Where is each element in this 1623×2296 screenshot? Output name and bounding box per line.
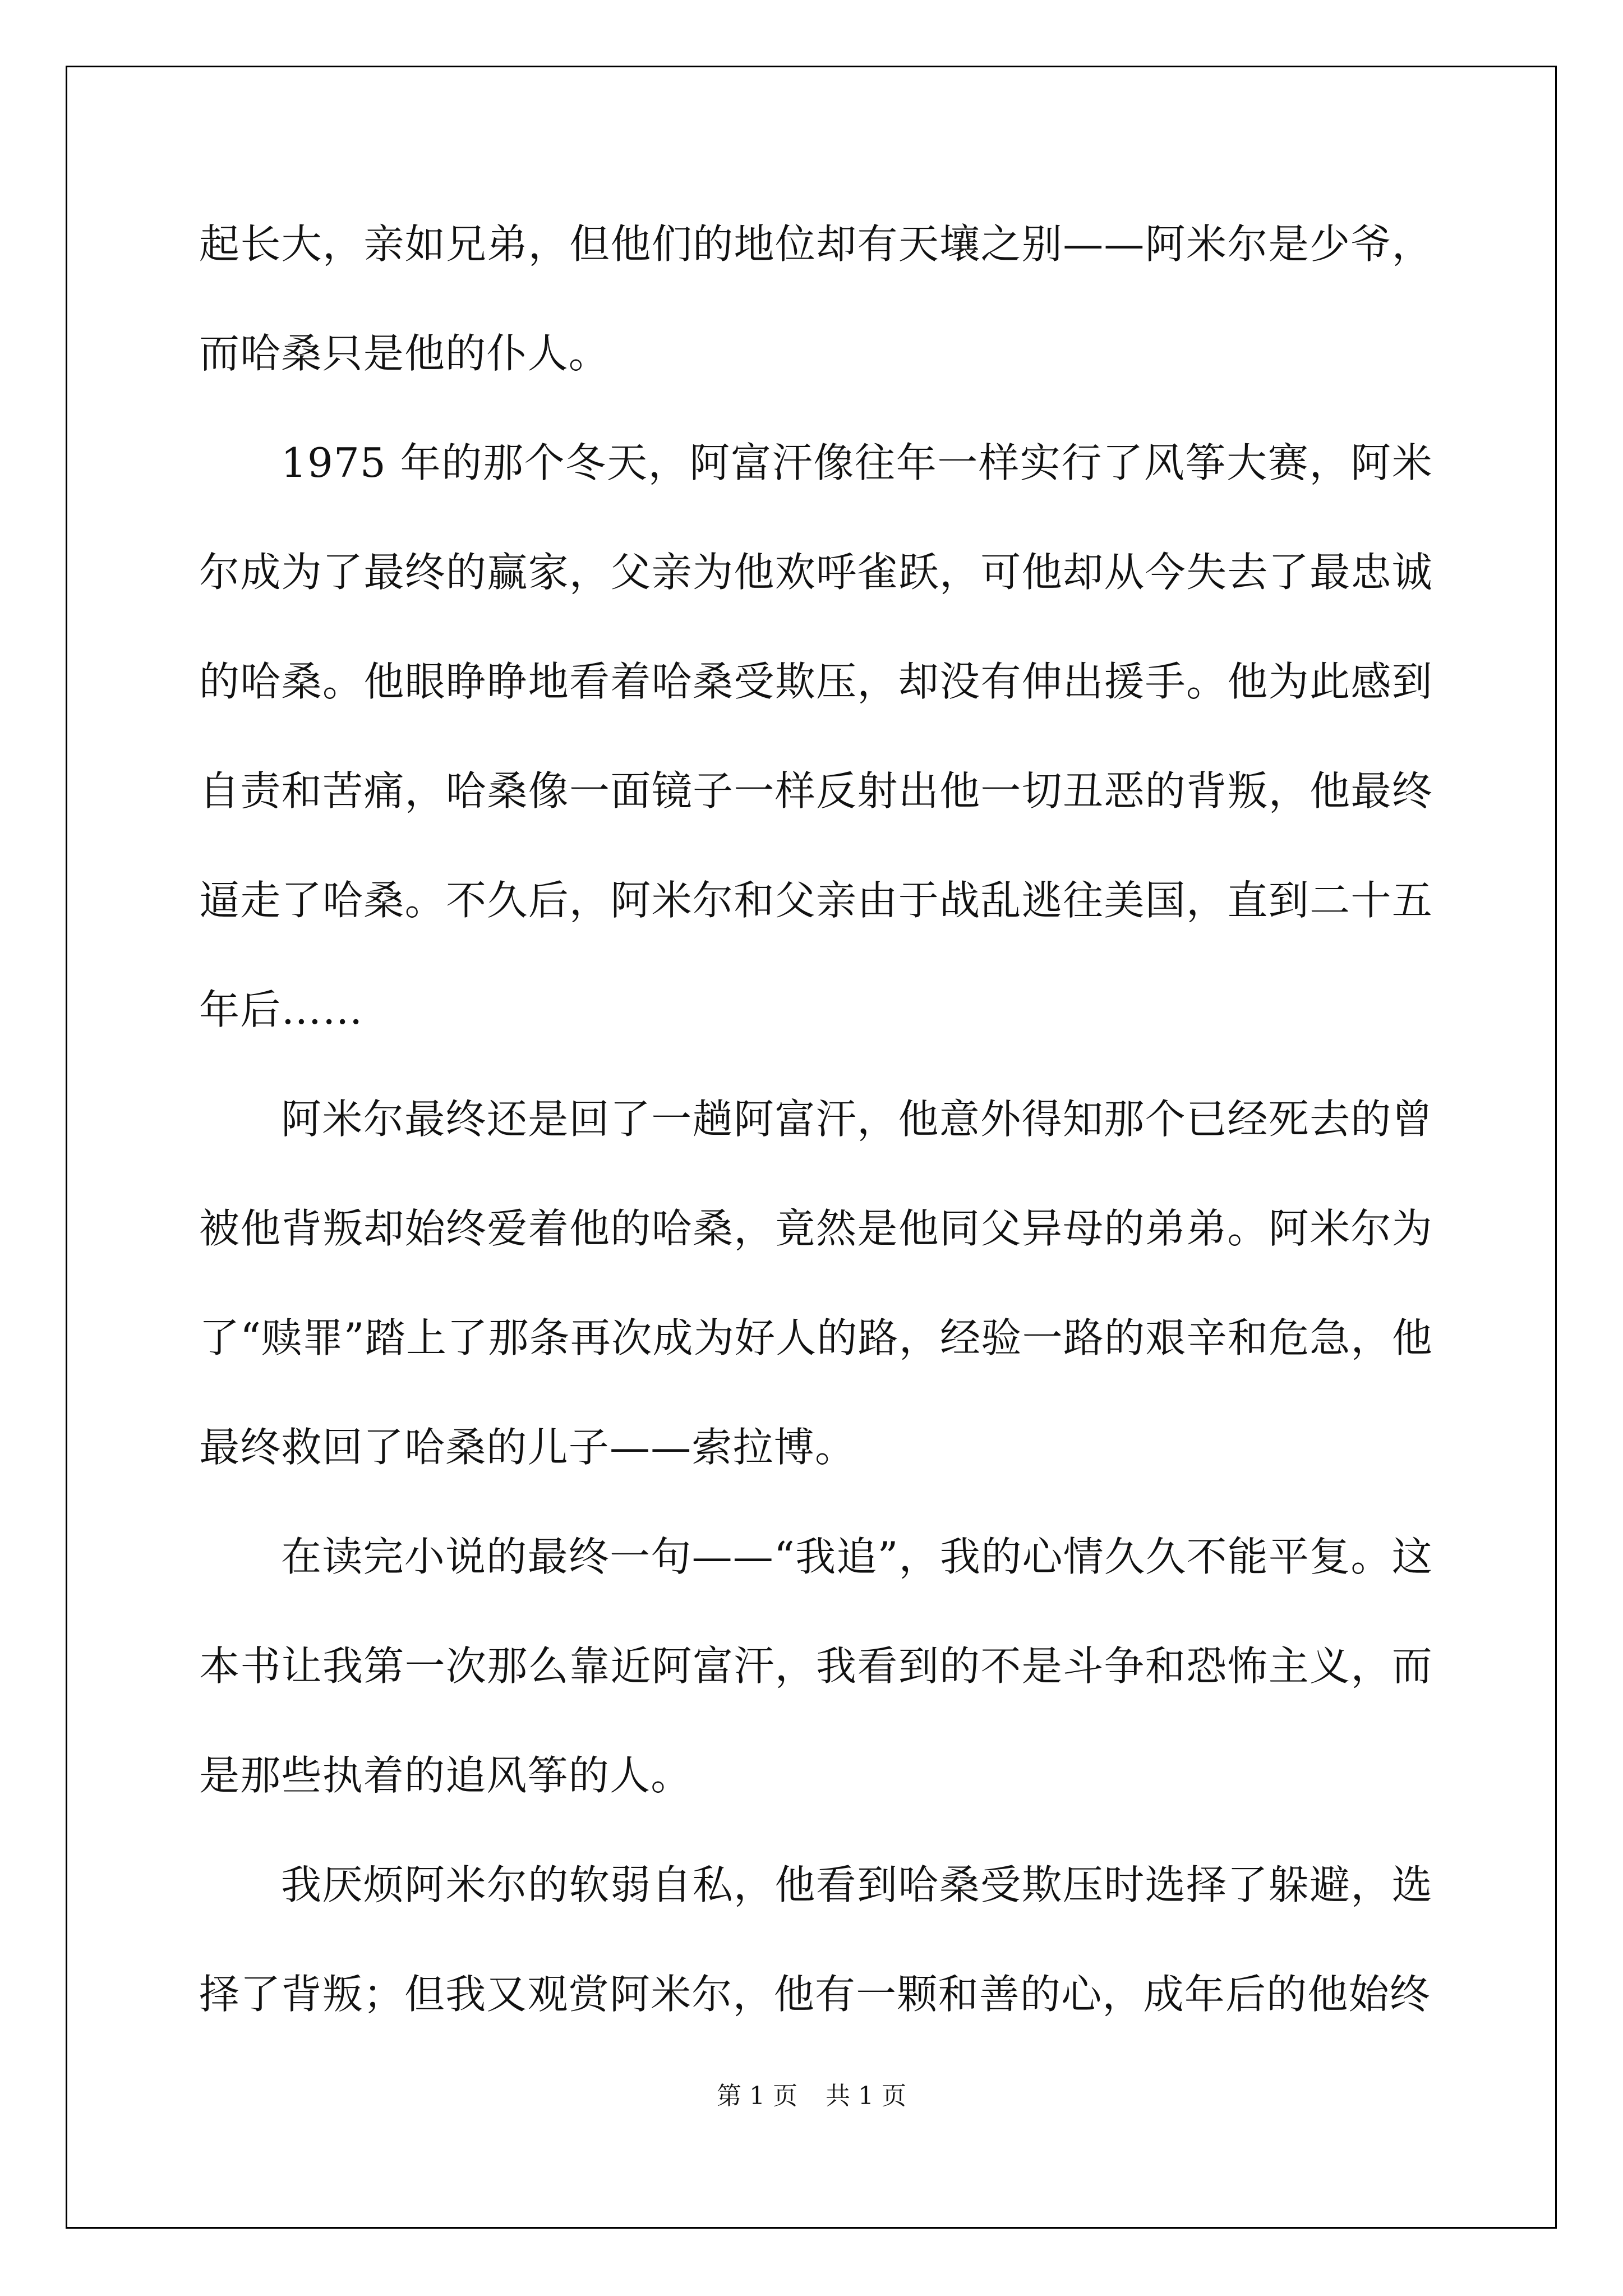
page-number-total: 共 1 页 — [826, 2082, 906, 2110]
page-footer — [0, 2076, 1623, 2111]
page-number-current: 第 1 页 — [717, 2082, 797, 2110]
paragraph-5: 我厌烦阿米尔的软弱自私，他看到哈桑受欺压时选择了躲避，选择了背叛；但我又观赏阿米尔，他有一颗和善的心，成年后的他始终 — [199, 1861, 1433, 2018]
paragraph-4: 在读完小说的最终一句——“我追”，我的心情久久不能平复。这本书让我第一次那么靠近阿富汗，我看到的不是斗争和恐怖主义，而是那些执着的追风筝的人。 — [199, 1533, 1433, 1799]
paragraph-3: 阿米尔最终还是回了一趟阿富汗，他意外得知那个已经死去的曾被他背叛却始终爱着他的哈桑，竟然是他同父异母的弟弟。阿米尔为了“赎罪”踏上了那条再次成为好人的路，经验一路的艰辛和危急，他最终救回了哈桑的儿子——索拉博。 — [199, 1096, 1433, 1471]
paragraph-1: 起长大，亲如兄弟，但他们的地位却有天壤之别——阿米尔是少爷，而哈桑只是他的仆人。 — [199, 220, 1433, 377]
document-body — [199, 190, 1433, 2049]
paragraph-2: 1975 年的那个冬天，阿富汗像往年一样实行了风筝大赛，阿米尔成为了最终的赢家，父亲为他欢呼雀跃，可他却从今失去了最忠诚的哈桑。他眼睁睁地看着哈桑受欺压，却没有伸出援手。他为此感到自责和苦痛，哈桑像一面镜子一样反射出他一切丑恶的背叛，他最终逼走了哈桑。不久后，阿米尔和父亲由于战乱逃往美国，直到二十五年后…… — [199, 439, 1433, 1033]
